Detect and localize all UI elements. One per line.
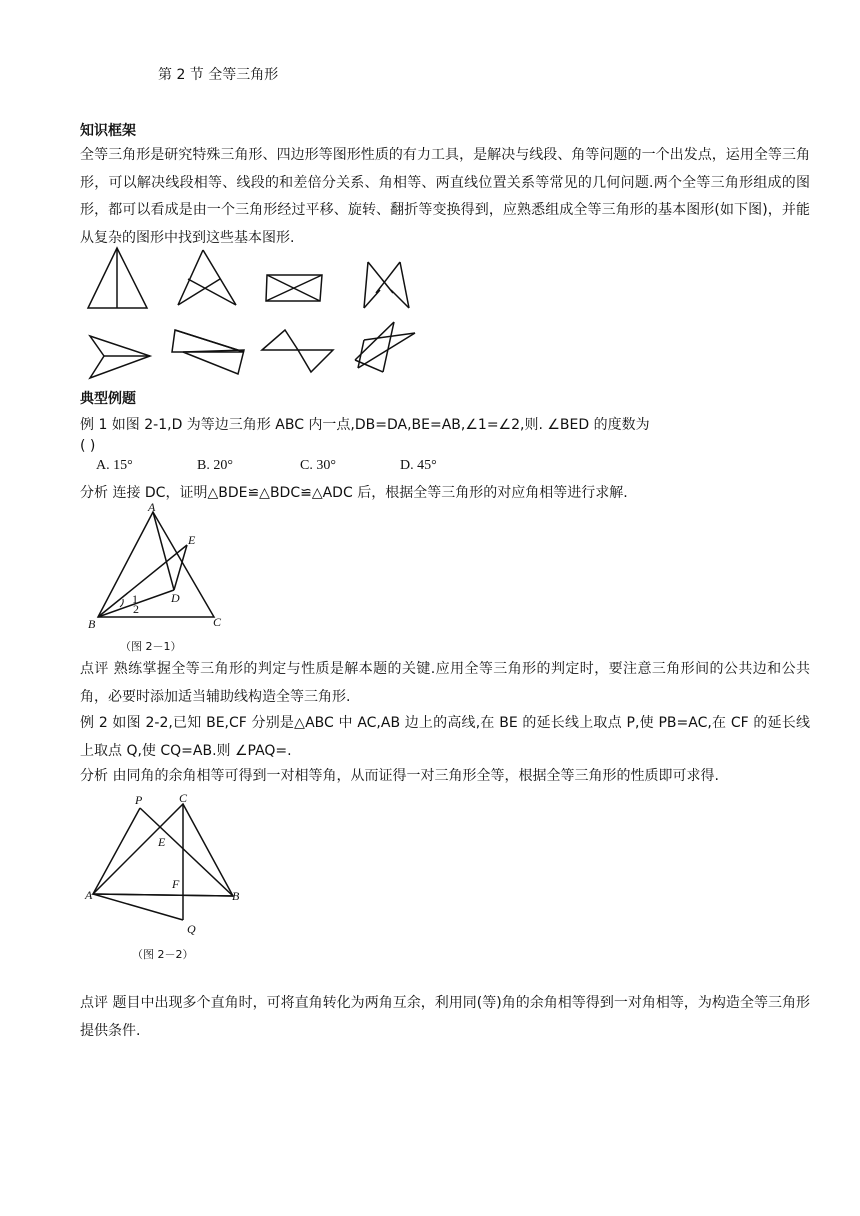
segment-be: [98, 545, 187, 617]
basic-figure-double-v: [364, 262, 409, 308]
basic-figure-isosceles-split: [88, 248, 147, 308]
label-c2: C: [179, 791, 188, 805]
section-title: 第 2 节 全等三角形: [158, 67, 279, 83]
examples-heading: 典型例题: [80, 391, 136, 407]
example2-analysis: 分析 由同角的余角相等可得到一对相等角，从而证得一对三角形全等，根据全等三角形的性质即可求得.: [80, 768, 719, 784]
example1-comment: [80, 656, 810, 711]
label-angle-2: 2: [133, 602, 139, 616]
framework-heading: 知识框架: [80, 123, 136, 139]
example1-answer-blank: ( ): [80, 438, 96, 454]
label-a: A: [148, 500, 156, 514]
segment-ad: [153, 512, 174, 590]
segment-ap: [93, 808, 140, 894]
basic-figure-arrow: [90, 336, 150, 378]
label-b2: B: [232, 889, 240, 903]
figure-2-1-caption: （图 2－1）: [120, 640, 182, 653]
example1-comment-text: 点评 熟练掌握全等三角形的判定与性质是解本题的关键.应用全等三角形的判定时，要注意三角形间的公共边和公共角，必要时添加适当辅助线构造全等三角形.: [80, 661, 810, 705]
label-c: C: [213, 615, 222, 629]
example1-analysis: 分析 连接 DC，证明△BDE≌△BDC≌△ADC 后，根据全等三角形的对应角相等进行求解.: [80, 485, 628, 501]
example2-comment-text: 点评 题目中出现多个直角时，可将直角转化为两角互余，利用同(等)角的余角相等得到一对角相等，为构造全等三角形提供条件.: [80, 995, 810, 1039]
example2-comment: [80, 990, 810, 1045]
figure-2-2-caption: （图 2－2）: [132, 948, 194, 961]
label-angle-1: 1: [132, 592, 138, 606]
segment-pb: [140, 808, 233, 896]
figure-2-2: [80, 790, 250, 970]
example1-option-a: A. 15°: [96, 458, 133, 473]
figure-2-1: [80, 500, 240, 660]
label-e: E: [188, 533, 196, 547]
basic-figure-rotated-triangles: [355, 322, 415, 372]
basic-figure-crossed-triangles: [178, 250, 236, 305]
label-e2: E: [158, 835, 166, 849]
framework-text: 全等三角形是研究特殊三角形、四边形等图形性质的有力工具，是解决与线段、角等问题的一个出发点，运用全等三角形，可以解决线段相等、线段的和差倍分关系、角相等、两直线位置关系等常见的几何问题.两个全等三角形组成的图形，都可以看成是由一个三角形经过平移、旋转、翻折等变换得到，应熟悉组成全等三角形的基本图形(如下图)，并能从复杂的图形中找到这些基本图形.: [80, 147, 810, 246]
label-b: B: [88, 617, 96, 631]
example2-question: [80, 710, 810, 765]
example2-question-text: 例 2 如图 2-2,已知 BE,CF 分别是△ABC 中 AC,AB 边上的高线,在 BE 的延长线上取点 P,使 PB=AC,在 CF 的延长线上取点 Q,使 CQ=AB.则 ∠PAQ=.: [80, 715, 810, 759]
framework-paragraph: [80, 142, 810, 252]
label-f: F: [172, 877, 180, 891]
segment-ab: [93, 894, 233, 896]
label-q: Q: [187, 922, 196, 936]
triangle-abc: [98, 512, 214, 617]
basic-figure-z-shape: [262, 330, 333, 372]
label-p: P: [135, 793, 143, 807]
example1-option-b: B. 20°: [197, 458, 233, 473]
basic-figure-bowtie-rect: [266, 275, 322, 301]
segment-aq: [93, 894, 183, 920]
triangle-abc-2: [93, 804, 233, 896]
basic-figure-overlapping-triangles: [172, 330, 244, 374]
example1-option-c: C. 30°: [300, 458, 336, 473]
label-d: D: [171, 591, 180, 605]
example1-question: 例 1 如图 2-1,D 为等边三角形 ABC 内一点,DB=DA,BE=AB,∠1=∠2,则. ∠BED 的度数为: [80, 417, 650, 433]
example1-option-d: D. 45°: [400, 458, 437, 473]
label-a2: A: [85, 888, 93, 902]
